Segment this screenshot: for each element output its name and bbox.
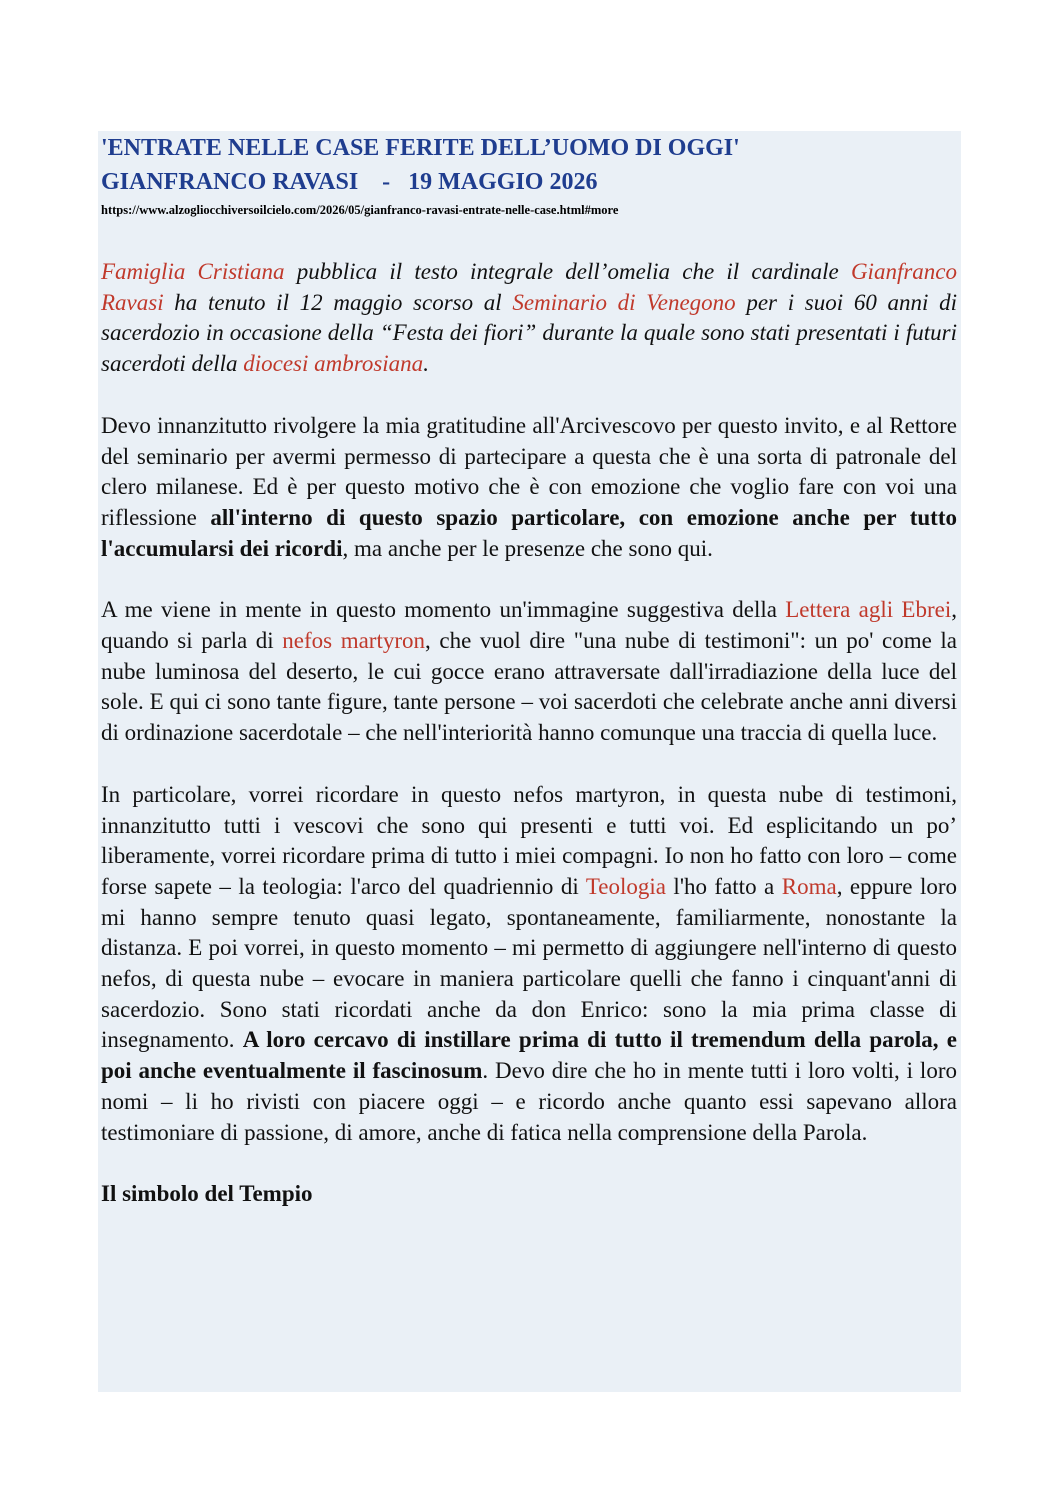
paragraph-2	[101, 595, 957, 749]
article-title: 'ENTRATE NELLE CASE FERITE DELL’UOMO DI OGGI'	[101, 135, 740, 161]
link-lettera-agli-ebrei[interactable]: Lettera agli Ebrei	[785, 597, 952, 623]
link-diocesi-ambrosiana[interactable]: diocesi ambrosiana	[243, 351, 424, 377]
para3-text-4: . Devo dire che ho in mente tutti i loro volti, i loro nomi – li ho rivisti con piacere oggi – e ricordo anche quanto essi sapevano allora testimoniare di passione, di amore, anche di fatica nella comprensione della Parola.	[101, 1058, 957, 1145]
para3-bold: A loro cercavo di instillare prima di tutto il tremendum della parola, e poi anche eventualmente il fascinosum	[101, 1027, 957, 1084]
para1-text-2: , ma anche per le presenze che sono qui.	[342, 535, 713, 561]
link-roma[interactable]: Roma	[781, 873, 837, 899]
intro-text-1: pubblica il testo integrale dell’omelia che il cardinale	[284, 259, 851, 284]
article-content	[101, 131, 957, 1210]
para3-text-1: In particolare, vorrei ricordare in questo nefos martyron, in questa nube di testimoni, innanzitutto tutti i vescovi che sono qui presenti e tutti voi. Ed esplicitando un po’ liberamente, vorrei ricordare prima di tutto i miei compagni. Io non ho fatto con loro – come forse sapete – la teologia: l'arco del quadriennio di	[101, 781, 957, 899]
link-seminario-venegono[interactable]: Seminario di Venegono	[512, 289, 736, 315]
source-url: https://www.alzogliocchiversoilcielo.com/2026/05/gianfranco-ravasi-entrate-nelle-case.html#more	[101, 203, 619, 217]
para1-text-1: Devo innanzitutto rivolgere la mia gratitudine all'Arcivescovo per questo invito, e al Rettore del seminario per avermi permesso di partecipare a questa che è una sorta di patronale del clero milanese. Ed è per questo motivo che è con emozione che voglio fare con voi una riflessione	[101, 412, 957, 530]
para2-text-2: , quando si parla di	[101, 597, 957, 654]
article-byline: GIANFRANCO RAVASI - 19 MAGGIO 2026	[101, 169, 598, 195]
link-teologia[interactable]: Teologia	[585, 873, 666, 899]
paragraph-3	[101, 780, 957, 1148]
intro-paragraph	[101, 257, 957, 380]
section-heading: Il simbolo del Tempio	[101, 1181, 313, 1207]
intro-text-4: .	[423, 351, 429, 377]
intro-text-3: per i suoi 60 anni di sacerdozio in occasione della “Festa dei fiori” durante la quale sono stati presentati i futuri sacerdoti della	[101, 289, 957, 377]
para3-text-3: , eppure loro mi hanno sempre tenuto quasi legato, spontaneamente, familiarmente, nonostante la distanza. E poi vorrei, in questo momento – mi permetto di aggiungere nell'interno di questo nefos, di questa nube – evocare in maniera particolare quelli che fanno i cinquant'anni di sacerdozio. Sono stati ricordati anche da don Enrico: sono la mia prima classe di insegnamento.	[101, 873, 958, 1053]
link-gianfranco-ravasi[interactable]: Gianfranco Ravasi	[101, 259, 957, 315]
para2-text-3: , che vuol dire "una nube di testimoni": un po' come la nube luminosa del deserto, le cui gocce erano attraversate dall'irradiazione della luce del sole. E qui ci sono tante figure, tante persone – voi sacerdoti che celebrate anche anni diversi di ordinazione sacerdotale – che nell'interiorità hanno comunque una traccia di quella luce.	[101, 628, 957, 746]
paragraph-1	[101, 411, 957, 565]
para1-bold: all'interno di questo spazio particolare, con emozione anche per tutto l'accumularsi dei ricordi	[101, 504, 957, 561]
intro-text-2: ha tenuto il 12 maggio scorso al	[163, 289, 513, 315]
para2-text-1: A me viene in mente in questo momento un'immagine suggestiva della	[101, 597, 786, 623]
link-famiglia-cristiana[interactable]: Famiglia Cristiana	[101, 259, 285, 284]
link-nefos-martyron[interactable]: nefos martyron	[282, 628, 426, 654]
para3-text-2: l'ho fatto a	[665, 873, 782, 899]
